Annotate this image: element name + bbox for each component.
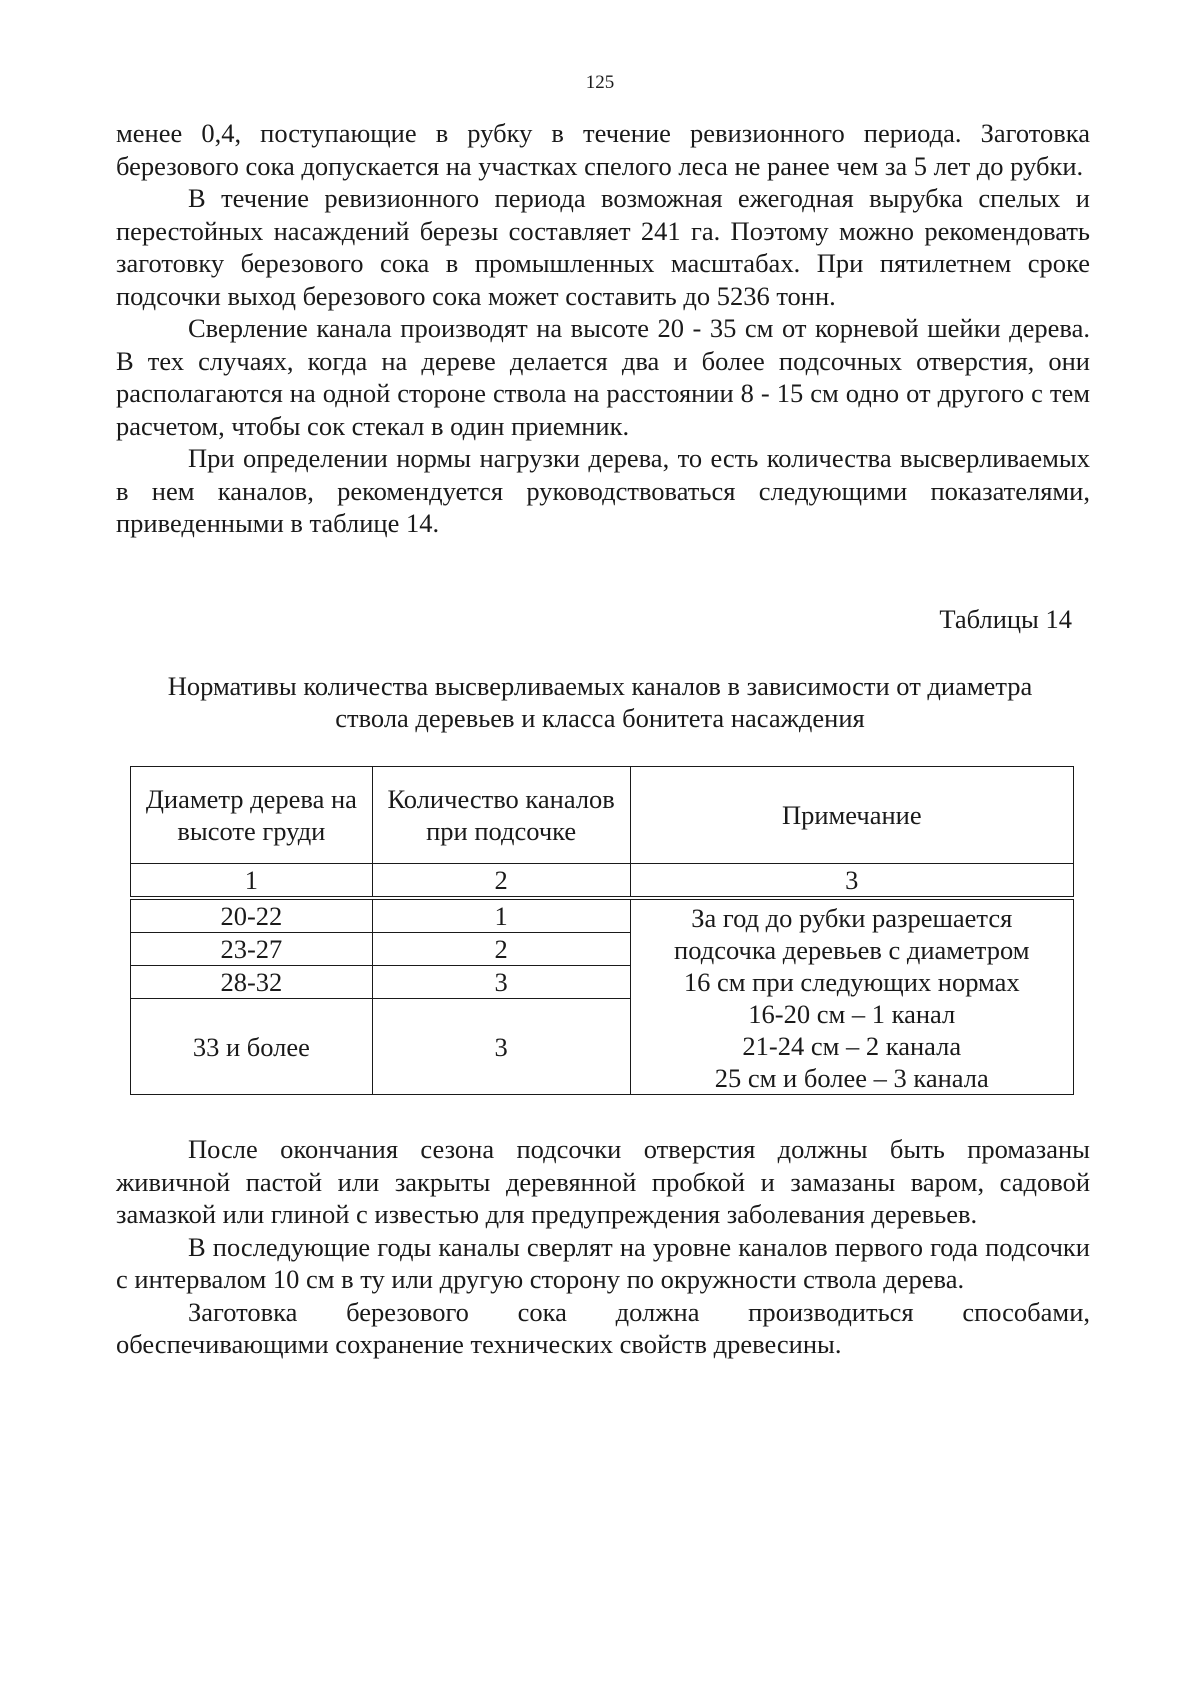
note-line: За год до рубки разрешается (691, 903, 1013, 933)
note-line: 16 см при следующих нормах (683, 967, 1020, 997)
header-channels: Количество каналов при подсочке (372, 767, 630, 864)
header-note: Примечание (630, 767, 1073, 864)
norms-table (130, 766, 1074, 1095)
table-header-row (131, 767, 1074, 864)
cell-diameter: 33 и более (131, 999, 373, 1095)
cell-note (630, 898, 1073, 1095)
table-row (131, 898, 1074, 933)
table-label: Таблицы 14 (939, 604, 1072, 634)
paragraph: Заготовка березового сока должна производиться способами, обеспечивающими сохранение технических свойств древесины. (116, 1296, 1090, 1359)
cell-channels: 3 (372, 966, 630, 999)
paragraph: После окончания сезона подсочки отверстия должны быть промазаны живичной пастой или закрыты деревянной пробкой и замазаны варом, садовой замазкой или глиной с известью для предупреждения заболевания деревьев. (116, 1134, 1090, 1229)
cell-diameter: 20-22 (131, 898, 373, 933)
paragraph: менее 0,4, поступающие в рубку в течение ревизионного периода. Заготовка березового сока допускается на участках спелого леса не ранее чем за 5 лет до рубки. (116, 118, 1090, 181)
note-line: 16-20 см – 1 канал (748, 999, 956, 1029)
column-number: 1 (131, 864, 373, 899)
note-line: подсочка деревьев с диаметром (674, 935, 1030, 965)
cell-channels: 3 (372, 999, 630, 1095)
column-number: 3 (630, 864, 1073, 899)
page-number: 125 (585, 72, 615, 93)
paragraph: Сверление канала производят на высоте 20 - 35 см от корневой шейки дерева. В тех случаях, когда на дереве делается два и более подсочных отверстия, они располагаются на одной стороне ствола на расстоянии 8 - 15 см одно от другого с тем расчетом, чтобы сок стекал в один приемник. (116, 313, 1090, 441)
table-title-line: Нормативы количества высверливаемых каналов в зависимости от диаметра (167, 671, 1033, 701)
column-number: 2 (372, 864, 630, 899)
note-line: 25 см и более – 3 канала (714, 1063, 989, 1093)
cell-channels: 2 (372, 933, 630, 966)
table-title-line: ствола деревьев и класса бонитета насаждения (335, 703, 865, 733)
bottom-text-block (116, 1133, 1090, 1361)
cell-diameter: 28-32 (131, 966, 373, 999)
note-line: 21-24 см – 2 канала (742, 1031, 962, 1061)
cell-channels: 1 (372, 898, 630, 933)
cell-diameter: 23-27 (131, 933, 373, 966)
paragraph: При определении нормы нагрузки дерева, то есть количества высверливаемых в нем каналов, рекомендуется руководствоваться следующими показателями, приведенными в таблице 14. (116, 443, 1090, 538)
top-text-block (116, 117, 1090, 540)
paragraph: В последующие годы каналы сверлят на уровне каналов первого года подсочки с интервалом 10 см в ту или другую сторону по окружности ствола дерева. (116, 1231, 1090, 1294)
header-diameter: Диаметр дерева на высоте груди (131, 767, 373, 864)
paragraph: В течение ревизионного периода возможная ежегодная вырубка спелых и перестойных насаждений березы составляет 241 га. Поэтому можно рекомендовать заготовку березового сока в промышленных масштабах. При пятилетнем сроке подсочки выход березового сока может составить до 5236 тонн. (116, 183, 1090, 311)
table-title (100, 670, 1100, 734)
column-number-row (131, 864, 1074, 899)
